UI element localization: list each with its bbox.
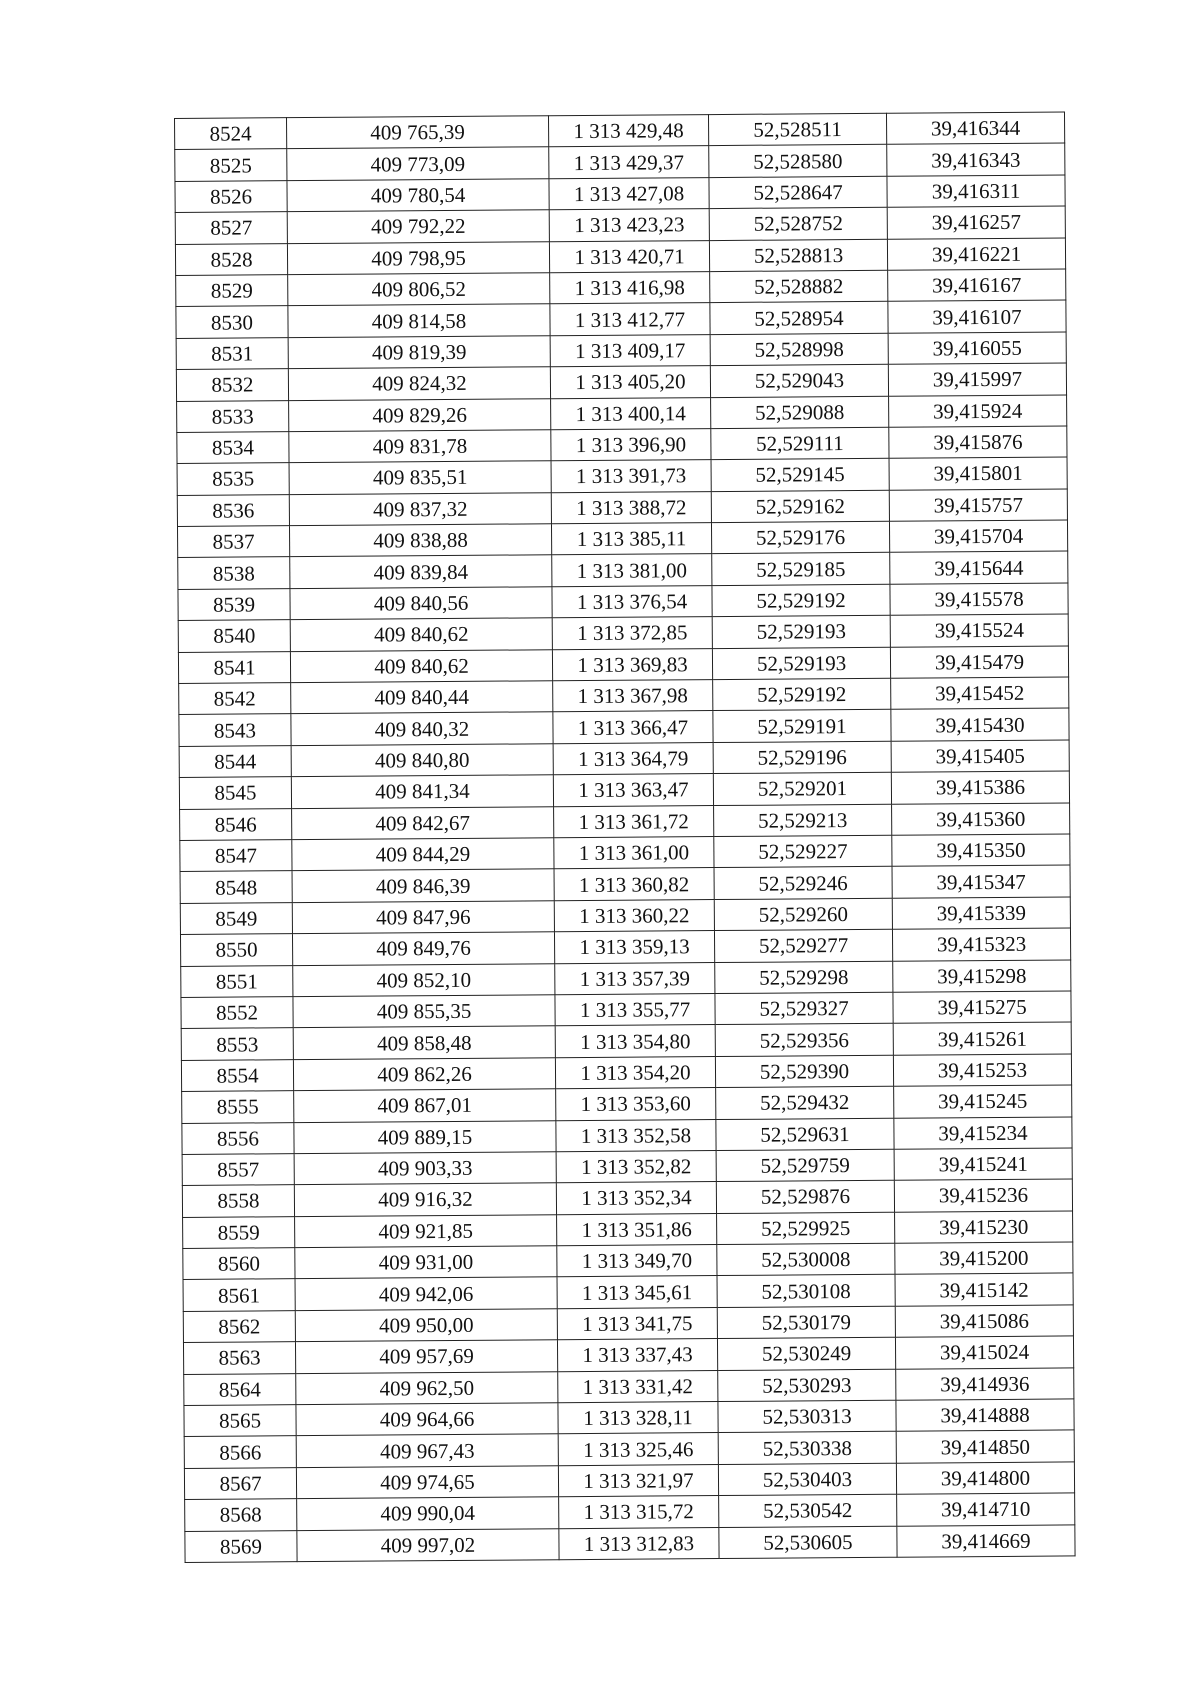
y-coordinate-cell: 1 313 337,43 bbox=[557, 1339, 717, 1372]
longitude-cell: 39,415405 bbox=[891, 740, 1069, 773]
longitude-cell: 39,415142 bbox=[895, 1273, 1073, 1306]
y-coordinate-cell: 1 313 354,20 bbox=[555, 1056, 715, 1089]
longitude-cell: 39,414669 bbox=[897, 1525, 1075, 1558]
longitude-cell: 39,415360 bbox=[892, 803, 1070, 836]
y-coordinate-cell: 1 313 349,70 bbox=[557, 1245, 717, 1278]
y-coordinate-cell: 1 313 381,00 bbox=[552, 554, 712, 587]
x-coordinate-cell: 409 765,39 bbox=[287, 116, 549, 149]
x-coordinate-cell: 409 792,22 bbox=[287, 210, 549, 243]
x-coordinate-cell: 409 942,06 bbox=[295, 1277, 557, 1310]
y-coordinate-cell: 1 313 360,22 bbox=[554, 899, 714, 932]
x-coordinate-cell: 409 889,15 bbox=[294, 1120, 556, 1153]
longitude-cell: 39,415261 bbox=[893, 1022, 1071, 1055]
x-coordinate-cell: 409 847,96 bbox=[292, 900, 554, 933]
longitude-cell: 39,414800 bbox=[896, 1462, 1074, 1495]
x-coordinate-cell: 409 921,85 bbox=[295, 1214, 557, 1247]
point-number-cell: 8569 bbox=[185, 1530, 297, 1562]
point-number-cell: 8546 bbox=[180, 808, 292, 840]
point-number-cell: 8568 bbox=[185, 1499, 297, 1531]
latitude-cell: 52,529176 bbox=[711, 521, 889, 554]
point-number-cell: 8535 bbox=[177, 463, 289, 495]
latitude-cell: 52,528954 bbox=[710, 302, 888, 335]
y-coordinate-cell: 1 313 429,48 bbox=[548, 115, 708, 148]
x-coordinate-cell: 409 840,56 bbox=[290, 587, 552, 620]
longitude-cell: 39,415086 bbox=[895, 1305, 1073, 1338]
latitude-cell: 52,530403 bbox=[718, 1463, 896, 1496]
latitude-cell: 52,529925 bbox=[717, 1212, 895, 1245]
longitude-cell: 39,415704 bbox=[889, 520, 1067, 553]
x-coordinate-cell: 409 840,62 bbox=[290, 649, 552, 682]
latitude-cell: 52,529162 bbox=[711, 490, 889, 523]
y-coordinate-cell: 1 313 396,90 bbox=[551, 428, 711, 461]
longitude-cell: 39,415339 bbox=[892, 897, 1070, 930]
y-coordinate-cell: 1 313 328,11 bbox=[558, 1402, 718, 1435]
latitude-cell: 52,529876 bbox=[716, 1181, 894, 1214]
longitude-cell: 39,416257 bbox=[887, 206, 1065, 239]
x-coordinate-cell: 409 840,44 bbox=[291, 681, 553, 714]
point-number-cell: 8554 bbox=[181, 1059, 293, 1091]
latitude-cell: 52,529192 bbox=[713, 678, 891, 711]
latitude-cell: 52,528580 bbox=[709, 145, 887, 178]
longitude-cell: 39,415298 bbox=[893, 959, 1071, 992]
latitude-cell: 52,529432 bbox=[716, 1086, 894, 1119]
y-coordinate-cell: 1 313 391,73 bbox=[551, 460, 711, 493]
x-coordinate-cell: 409 798,95 bbox=[287, 241, 549, 274]
latitude-cell: 52,529185 bbox=[712, 553, 890, 586]
longitude-cell: 39,416221 bbox=[887, 238, 1065, 271]
latitude-cell: 52,530338 bbox=[718, 1432, 896, 1465]
y-coordinate-cell: 1 313 353,60 bbox=[556, 1088, 716, 1121]
point-number-cell: 8529 bbox=[176, 275, 288, 307]
point-number-cell: 8537 bbox=[177, 526, 289, 558]
longitude-cell: 39,415347 bbox=[892, 865, 1070, 898]
point-number-cell: 8565 bbox=[184, 1405, 296, 1437]
x-coordinate-cell: 409 840,80 bbox=[291, 744, 553, 777]
longitude-cell: 39,415386 bbox=[891, 771, 1069, 804]
longitude-cell: 39,414710 bbox=[897, 1493, 1075, 1526]
y-coordinate-cell: 1 313 354,80 bbox=[555, 1025, 715, 1058]
x-coordinate-cell: 409 950,00 bbox=[295, 1309, 557, 1342]
longitude-cell: 39,415452 bbox=[891, 677, 1069, 710]
x-coordinate-cell: 409 814,58 bbox=[288, 304, 550, 337]
point-number-cell: 8528 bbox=[175, 243, 287, 275]
x-coordinate-cell: 409 831,78 bbox=[289, 430, 551, 463]
y-coordinate-cell: 1 313 363,47 bbox=[553, 774, 713, 807]
latitude-cell: 52,529191 bbox=[713, 710, 891, 743]
y-coordinate-cell: 1 313 361,00 bbox=[554, 837, 714, 870]
latitude-cell: 52,529088 bbox=[711, 396, 889, 429]
x-coordinate-cell: 409 842,67 bbox=[292, 806, 554, 839]
longitude-cell: 39,415801 bbox=[889, 457, 1067, 490]
y-coordinate-cell: 1 313 366,47 bbox=[553, 711, 713, 744]
x-coordinate-cell: 409 844,29 bbox=[292, 838, 554, 871]
longitude-cell: 39,415024 bbox=[895, 1336, 1073, 1369]
y-coordinate-cell: 1 313 429,37 bbox=[549, 146, 709, 179]
point-number-cell: 8561 bbox=[183, 1279, 295, 1311]
latitude-cell: 52,528813 bbox=[709, 239, 887, 272]
x-coordinate-cell: 409 806,52 bbox=[288, 273, 550, 306]
latitude-cell: 52,529327 bbox=[715, 992, 893, 1025]
latitude-cell: 52,530605 bbox=[719, 1526, 897, 1559]
y-coordinate-cell: 1 313 388,72 bbox=[551, 491, 711, 524]
x-coordinate-cell: 409 855,35 bbox=[293, 995, 555, 1028]
y-coordinate-cell: 1 313 352,34 bbox=[556, 1182, 716, 1215]
x-coordinate-cell: 409 824,32 bbox=[288, 367, 550, 400]
latitude-cell: 52,529356 bbox=[715, 1024, 893, 1057]
y-coordinate-cell: 1 313 427,08 bbox=[549, 177, 709, 210]
y-coordinate-cell: 1 313 416,98 bbox=[550, 272, 710, 305]
latitude-cell: 52,529192 bbox=[712, 584, 890, 617]
point-number-cell: 8531 bbox=[176, 337, 288, 369]
x-coordinate-cell: 409 841,34 bbox=[291, 775, 553, 808]
y-coordinate-cell: 1 313 369,83 bbox=[552, 648, 712, 681]
longitude-cell: 39,415253 bbox=[893, 1054, 1071, 1087]
y-coordinate-cell: 1 313 357,39 bbox=[555, 962, 715, 995]
x-coordinate-cell: 409 849,76 bbox=[292, 932, 554, 965]
latitude-cell: 52,530108 bbox=[717, 1275, 895, 1308]
longitude-cell: 39,415924 bbox=[889, 394, 1067, 427]
longitude-cell: 39,415245 bbox=[894, 1085, 1072, 1118]
latitude-cell: 52,529196 bbox=[713, 741, 891, 774]
x-coordinate-cell: 409 840,62 bbox=[290, 618, 552, 651]
coordinates-table bbox=[174, 111, 1076, 1562]
y-coordinate-cell: 1 313 364,79 bbox=[553, 742, 713, 775]
point-number-cell: 8558 bbox=[182, 1185, 294, 1217]
latitude-cell: 52,528647 bbox=[709, 176, 887, 209]
y-coordinate-cell: 1 313 420,71 bbox=[549, 240, 709, 273]
point-number-cell: 8539 bbox=[178, 589, 290, 621]
x-coordinate-cell: 409 990,04 bbox=[297, 1497, 559, 1530]
latitude-cell: 52,529277 bbox=[714, 929, 892, 962]
point-number-cell: 8550 bbox=[180, 934, 292, 966]
point-number-cell: 8527 bbox=[175, 212, 287, 244]
latitude-cell: 52,529043 bbox=[710, 364, 888, 397]
y-coordinate-cell: 1 313 409,17 bbox=[550, 334, 710, 367]
x-coordinate-cell: 409 829,26 bbox=[289, 398, 551, 431]
latitude-cell: 52,529201 bbox=[713, 772, 891, 805]
x-coordinate-cell: 409 962,50 bbox=[296, 1371, 558, 1404]
longitude-cell: 39,414850 bbox=[896, 1430, 1074, 1463]
y-coordinate-cell: 1 313 351,86 bbox=[557, 1213, 717, 1246]
x-coordinate-cell: 409 858,48 bbox=[293, 1026, 555, 1059]
x-coordinate-cell: 409 840,32 bbox=[291, 712, 553, 745]
longitude-cell: 39,415876 bbox=[889, 426, 1067, 459]
longitude-cell: 39,415524 bbox=[890, 614, 1068, 647]
longitude-cell: 39,415234 bbox=[894, 1116, 1072, 1149]
point-number-cell: 8530 bbox=[176, 306, 288, 338]
point-number-cell: 8533 bbox=[177, 400, 289, 432]
table-body bbox=[175, 112, 1076, 1562]
latitude-cell: 52,529213 bbox=[714, 804, 892, 837]
point-number-cell: 8559 bbox=[183, 1216, 295, 1248]
point-number-cell: 8567 bbox=[184, 1467, 296, 1499]
longitude-cell: 39,414888 bbox=[896, 1399, 1074, 1432]
point-number-cell: 8557 bbox=[182, 1154, 294, 1186]
point-number-cell: 8564 bbox=[184, 1373, 296, 1405]
point-number-cell: 8551 bbox=[181, 965, 293, 997]
longitude-cell: 39,416107 bbox=[888, 300, 1066, 333]
y-coordinate-cell: 1 313 331,42 bbox=[558, 1370, 718, 1403]
latitude-cell: 52,529759 bbox=[716, 1149, 894, 1182]
latitude-cell: 52,529227 bbox=[714, 835, 892, 868]
x-coordinate-cell: 409 862,26 bbox=[293, 1057, 555, 1090]
x-coordinate-cell: 409 837,32 bbox=[289, 492, 551, 525]
longitude-cell: 39,416343 bbox=[887, 143, 1065, 176]
point-number-cell: 8532 bbox=[176, 369, 288, 401]
longitude-cell: 39,416344 bbox=[886, 112, 1064, 145]
point-number-cell: 8547 bbox=[180, 840, 292, 872]
point-number-cell: 8541 bbox=[178, 651, 290, 683]
longitude-cell: 39,415997 bbox=[888, 363, 1066, 396]
latitude-cell: 52,529193 bbox=[712, 616, 890, 649]
latitude-cell: 52,529246 bbox=[714, 867, 892, 900]
longitude-cell: 39,415430 bbox=[891, 708, 1069, 741]
point-number-cell: 8542 bbox=[179, 683, 291, 715]
x-coordinate-cell: 409 839,84 bbox=[290, 555, 552, 588]
y-coordinate-cell: 1 313 352,58 bbox=[556, 1119, 716, 1152]
point-number-cell: 8544 bbox=[179, 745, 291, 777]
y-coordinate-cell: 1 313 312,83 bbox=[559, 1527, 719, 1560]
x-coordinate-cell: 409 773,09 bbox=[287, 147, 549, 180]
y-coordinate-cell: 1 313 385,11 bbox=[551, 523, 711, 556]
y-coordinate-cell: 1 313 315,72 bbox=[559, 1496, 719, 1529]
latitude-cell: 52,530313 bbox=[718, 1400, 896, 1433]
longitude-cell: 39,416311 bbox=[887, 175, 1065, 208]
latitude-cell: 52,529111 bbox=[711, 427, 889, 460]
x-coordinate-cell: 409 780,54 bbox=[287, 179, 549, 212]
longitude-cell: 39,415200 bbox=[895, 1242, 1073, 1275]
x-coordinate-cell: 409 835,51 bbox=[289, 461, 551, 494]
point-number-cell: 8540 bbox=[178, 620, 290, 652]
longitude-cell: 39,415757 bbox=[889, 489, 1067, 522]
y-coordinate-cell: 1 313 325,46 bbox=[558, 1433, 718, 1466]
latitude-cell: 52,530008 bbox=[717, 1243, 895, 1276]
latitude-cell: 52,529298 bbox=[715, 961, 893, 994]
longitude-cell: 39,415578 bbox=[890, 583, 1068, 616]
y-coordinate-cell: 1 313 355,77 bbox=[555, 993, 715, 1026]
x-coordinate-cell: 409 867,01 bbox=[294, 1089, 556, 1122]
latitude-cell: 52,529145 bbox=[711, 459, 889, 492]
point-number-cell: 8562 bbox=[183, 1310, 295, 1342]
latitude-cell: 52,529193 bbox=[712, 647, 890, 680]
point-number-cell: 8548 bbox=[180, 871, 292, 903]
latitude-cell: 52,528511 bbox=[708, 113, 886, 146]
document-page bbox=[174, 111, 1075, 1562]
point-number-cell: 8536 bbox=[177, 494, 289, 526]
y-coordinate-cell: 1 313 345,61 bbox=[557, 1276, 717, 1309]
y-coordinate-cell: 1 313 400,14 bbox=[551, 397, 711, 430]
point-number-cell: 8538 bbox=[178, 557, 290, 589]
point-number-cell: 8524 bbox=[175, 118, 287, 150]
point-number-cell: 8525 bbox=[175, 149, 287, 181]
point-number-cell: 8563 bbox=[183, 1342, 295, 1374]
x-coordinate-cell: 409 852,10 bbox=[293, 963, 555, 996]
y-coordinate-cell: 1 313 360,82 bbox=[554, 868, 714, 901]
y-coordinate-cell: 1 313 352,82 bbox=[556, 1150, 716, 1183]
latitude-cell: 52,529631 bbox=[716, 1118, 894, 1151]
longitude-cell: 39,415350 bbox=[892, 834, 1070, 867]
x-coordinate-cell: 409 964,66 bbox=[296, 1403, 558, 1436]
longitude-cell: 39,415236 bbox=[894, 1179, 1072, 1212]
point-number-cell: 8549 bbox=[180, 902, 292, 934]
y-coordinate-cell: 1 313 405,20 bbox=[550, 366, 710, 399]
latitude-cell: 52,528998 bbox=[710, 333, 888, 366]
y-coordinate-cell: 1 313 412,77 bbox=[550, 303, 710, 336]
longitude-cell: 39,414936 bbox=[896, 1368, 1074, 1401]
longitude-cell: 39,415323 bbox=[892, 928, 1070, 961]
x-coordinate-cell: 409 916,32 bbox=[294, 1183, 556, 1216]
y-coordinate-cell: 1 313 367,98 bbox=[553, 680, 713, 713]
latitude-cell: 52,530293 bbox=[718, 1369, 896, 1402]
latitude-cell: 52,529390 bbox=[715, 1055, 893, 1088]
point-number-cell: 8526 bbox=[175, 180, 287, 212]
point-number-cell: 8556 bbox=[182, 1122, 294, 1154]
latitude-cell: 52,530249 bbox=[717, 1337, 895, 1370]
x-coordinate-cell: 409 931,00 bbox=[295, 1246, 557, 1279]
longitude-cell: 39,416167 bbox=[888, 269, 1066, 302]
point-number-cell: 8534 bbox=[177, 432, 289, 464]
latitude-cell: 52,530542 bbox=[719, 1494, 897, 1527]
point-number-cell: 8553 bbox=[181, 1028, 293, 1060]
x-coordinate-cell: 409 903,33 bbox=[294, 1152, 556, 1185]
longitude-cell: 39,415275 bbox=[893, 991, 1071, 1024]
longitude-cell: 39,415230 bbox=[895, 1211, 1073, 1244]
latitude-cell: 52,528882 bbox=[710, 270, 888, 303]
latitude-cell: 52,528752 bbox=[709, 207, 887, 240]
x-coordinate-cell: 409 846,39 bbox=[292, 869, 554, 902]
latitude-cell: 52,529260 bbox=[714, 898, 892, 931]
longitude-cell: 39,415644 bbox=[890, 551, 1068, 584]
point-number-cell: 8545 bbox=[179, 777, 291, 809]
y-coordinate-cell: 1 313 372,85 bbox=[552, 617, 712, 650]
longitude-cell: 39,415479 bbox=[890, 646, 1068, 679]
y-coordinate-cell: 1 313 376,54 bbox=[552, 585, 712, 618]
point-number-cell: 8555 bbox=[182, 1091, 294, 1123]
x-coordinate-cell: 409 997,02 bbox=[297, 1528, 559, 1561]
y-coordinate-cell: 1 313 321,97 bbox=[558, 1464, 718, 1497]
latitude-cell: 52,530179 bbox=[717, 1306, 895, 1339]
point-number-cell: 8566 bbox=[184, 1436, 296, 1468]
point-number-cell: 8552 bbox=[181, 997, 293, 1029]
y-coordinate-cell: 1 313 341,75 bbox=[557, 1307, 717, 1340]
x-coordinate-cell: 409 838,88 bbox=[289, 524, 551, 557]
table-row bbox=[185, 1525, 1075, 1563]
point-number-cell: 8560 bbox=[183, 1248, 295, 1280]
y-coordinate-cell: 1 313 423,23 bbox=[549, 209, 709, 242]
x-coordinate-cell: 409 974,65 bbox=[296, 1466, 558, 1499]
y-coordinate-cell: 1 313 361,72 bbox=[554, 805, 714, 838]
x-coordinate-cell: 409 957,69 bbox=[295, 1340, 557, 1373]
longitude-cell: 39,415241 bbox=[894, 1148, 1072, 1181]
x-coordinate-cell: 409 967,43 bbox=[296, 1434, 558, 1467]
point-number-cell: 8543 bbox=[179, 714, 291, 746]
x-coordinate-cell: 409 819,39 bbox=[288, 335, 550, 368]
y-coordinate-cell: 1 313 359,13 bbox=[554, 931, 714, 964]
longitude-cell: 39,416055 bbox=[888, 332, 1066, 365]
